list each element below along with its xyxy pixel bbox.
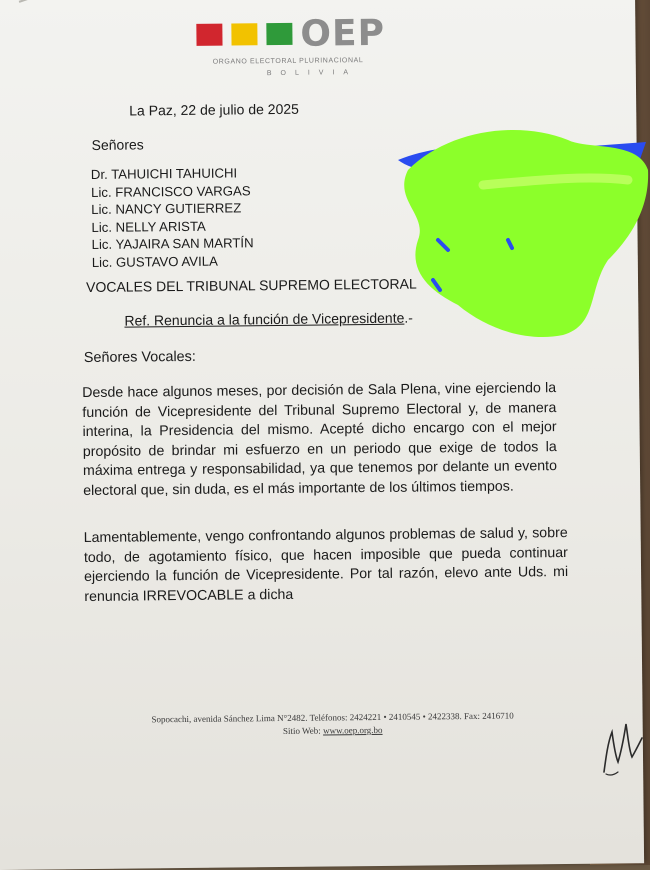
handwritten-initials	[596, 712, 646, 782]
logo-brand: OEP	[300, 12, 386, 55]
redaction-scribble	[388, 120, 650, 345]
oep-logo	[196, 12, 417, 83]
salutation: Señores Vocales:	[83, 348, 196, 367]
recipient-name: Lic. GUSTAVO AVILA	[91, 253, 218, 270]
recipient-name: Lic. NELLY ARISTA	[91, 218, 206, 235]
recipient-name: Lic. NANCY GUTIERREZ	[91, 200, 242, 218]
reference-suffix: .-	[404, 309, 413, 326]
reference-line	[124, 310, 413, 329]
logo-country: BOLIVIA	[266, 69, 358, 78]
footer-web-link: www.oep.org.bo	[322, 724, 383, 736]
footer-web-label: Sitio Web:	[282, 725, 324, 736]
recipient-name: Lic. YAJAIRA SAN MARTÍN	[91, 235, 254, 253]
reference-text: Ref. Renuncia a la función de Vicepresidente	[124, 309, 405, 329]
recipient-name: Dr. TAHUICHI TAHUICHI	[90, 165, 238, 182]
body-paragraph-2: Lamentablemente, vengo confrontando algunos problemas de salud y, sobre todo, de agotamiento físico, que hacen imposible que pueda continuar ejerciendo la función de Vicepresidente. Por tal razón, elevo ante Uds. mi renuncia IRREVOCABLE a dicha	[83, 524, 569, 605]
tribunal-heading: VOCALES DEL TRIBUNAL SUPREMO ELECTORAL	[85, 275, 417, 296]
recipient-name: Lic. FRANCISCO VARGAS	[90, 182, 251, 200]
footer-address: Sopocachi, avenida Sánchez Lima N°2482. Teléfonos: 2424221 • 2410545 • 2422338. Fax: 2416710	[151, 710, 514, 725]
logo-yellow-square	[231, 23, 257, 45]
logo-red-square	[196, 24, 222, 46]
logo-green-square	[266, 23, 292, 45]
logo-organization: ORGANO ELECTORAL PLURINACIONAL	[212, 57, 364, 66]
letter-date: La Paz, 22 de julio de 2025	[129, 100, 299, 119]
letter-footer	[98, 709, 568, 740]
letter-greeting: Señores	[91, 136, 144, 153]
paper-crease	[19, 0, 58, 3]
body-paragraph-1: Desde hace algunos meses, por decisión de Sala Plena, vine ejerciendo la función de Vicepresidente del Tribunal Supremo Electoral y, de manera interina, la Presidencia del mismo. Acepté dicho encargo con el mejor propósito de brindar mi esfuerzo en un periodo que exige de todos la máxima entrega y responsabilidad, ya que tenemos por delante un evento electoral que, sin duda, es el más importante de los últimos tiempos.	[82, 380, 558, 500]
recipient-list	[91, 162, 422, 271]
